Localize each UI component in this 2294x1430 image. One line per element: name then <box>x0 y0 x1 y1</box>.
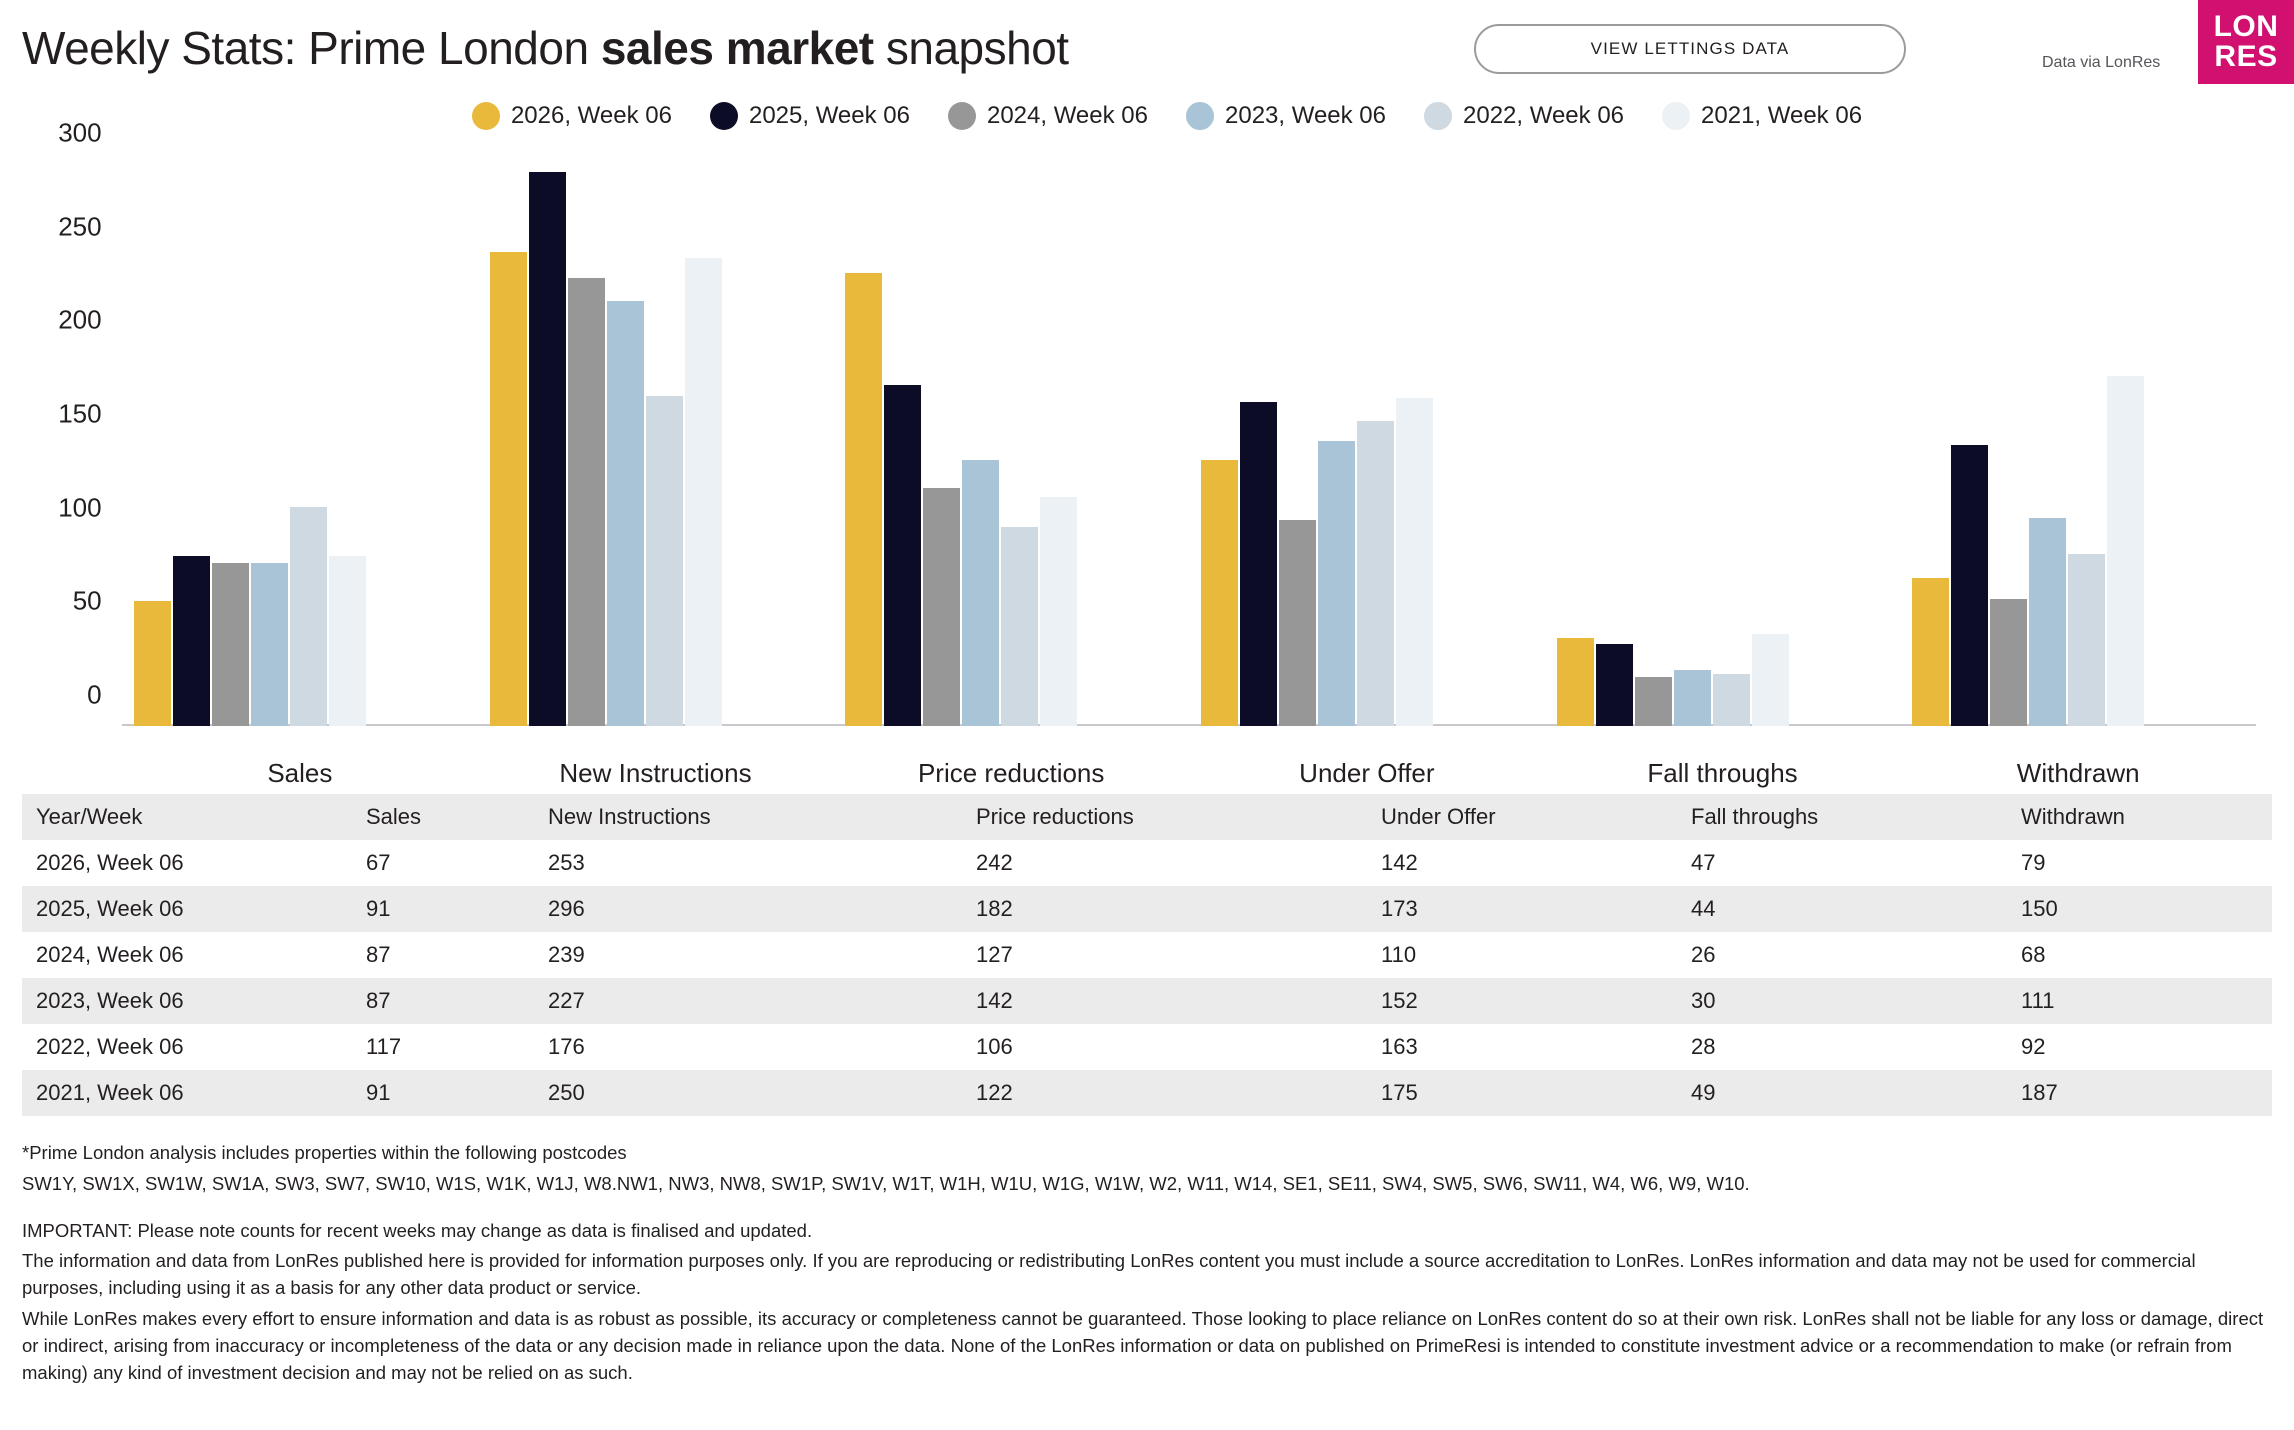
table-cell: 87 <box>352 978 534 1024</box>
chart-bar[interactable] <box>212 563 249 726</box>
table-column-header: Sales <box>352 794 534 840</box>
stats-table-body <box>22 840 2272 1116</box>
y-axis-tick-label: 100 <box>58 492 102 523</box>
table-cell: 2024, Week 06 <box>22 932 352 978</box>
chart-bar[interactable] <box>646 396 683 726</box>
y-axis-tick-label: 250 <box>58 211 102 242</box>
chart-bar[interactable] <box>1240 402 1277 726</box>
legend-swatch-icon <box>472 102 500 130</box>
chart-bar[interactable] <box>1674 670 1711 726</box>
table-cell: 122 <box>962 1070 1367 1116</box>
table-cell: 253 <box>534 840 962 886</box>
chart-bar[interactable] <box>845 273 882 726</box>
chart-bar[interactable] <box>1596 644 1633 726</box>
chart-bar[interactable] <box>1713 674 1750 726</box>
table-cell: 26 <box>1677 932 2007 978</box>
table-column-header: Under Offer <box>1367 794 1677 840</box>
page-title-emphasis: sales market <box>600 22 874 74</box>
table-cell: 187 <box>2007 1070 2272 1116</box>
chart-group <box>833 164 1189 788</box>
chart-bar[interactable] <box>1396 398 1433 726</box>
chart-bar[interactable] <box>490 252 527 726</box>
table-row <box>22 840 2272 886</box>
chart-bar[interactable] <box>1357 421 1394 726</box>
footnote-postcodes-heading: *Prime London analysis includes properties within the following postcodes <box>22 1142 627 1163</box>
chart-bar[interactable] <box>1279 520 1316 726</box>
chart-bar[interactable] <box>290 507 327 726</box>
y-axis-tick-label: 300 <box>58 117 102 148</box>
table-cell: 163 <box>1367 1024 1677 1070</box>
footnote-usage: The information and data from LonRes published here is provided for information purposes only. If you are reproducing or redistributing LonRes content you must include a source accreditation to LonRes. LonRes information and data may not be used for commercial purposes, including using it as a basis for any other data product or service. <box>22 1250 2196 1299</box>
chart-group <box>1189 164 1545 788</box>
table-cell: 28 <box>1677 1024 2007 1070</box>
legend-label: 2025, Week 06 <box>748 102 910 129</box>
table-cell: 44 <box>1677 886 2007 932</box>
table-cell: 142 <box>962 978 1367 1024</box>
chart-bar[interactable] <box>329 556 366 726</box>
chart-bar[interactable] <box>685 258 722 726</box>
table-row <box>22 978 2272 1024</box>
table-column-header: New Instructions <box>534 794 962 840</box>
view-lettings-data-button[interactable]: VIEW LETTINGS DATA <box>1474 24 1906 74</box>
table-cell: 176 <box>534 1024 962 1070</box>
table-cell: 127 <box>962 932 1367 978</box>
legend-label: 2022, Week 06 <box>1463 102 1625 129</box>
legend-swatch-icon <box>1662 102 1690 130</box>
table-cell: 2021, Week 06 <box>22 1070 352 1116</box>
lonres-logo-line1: LON <box>2213 10 2279 43</box>
table-cell: 87 <box>352 932 534 978</box>
x-axis-category-label: Under Offer <box>1299 758 1435 788</box>
data-source-label: Data via LonRes <box>2042 54 2161 71</box>
legend-swatch-icon <box>948 102 976 130</box>
legend-item[interactable] <box>472 102 672 130</box>
chart-bar[interactable] <box>1752 634 1789 726</box>
table-cell: 150 <box>2007 886 2272 932</box>
chart-bar[interactable] <box>1912 578 1949 726</box>
table-cell: 30 <box>1677 978 2007 1024</box>
page-title <box>22 21 1069 75</box>
table-column-header: Price reductions <box>962 794 1367 840</box>
table-cell: 2025, Week 06 <box>22 886 352 932</box>
table-row <box>22 886 2272 932</box>
chart-bar[interactable] <box>962 460 999 726</box>
chart-bar[interactable] <box>607 301 644 726</box>
table-cell: 91 <box>352 1070 534 1116</box>
chart-bar[interactable] <box>1557 638 1594 726</box>
chart-bar[interactable] <box>568 278 605 726</box>
footnote-postcodes-list: SW1Y, SW1X, SW1W, SW1A, SW3, SW7, SW10, W1S, W1K, W1J, W8.NW1, NW3, NW8, SW1P, SW1V, W1T, W1H, W1U, W1G, W1W, W2, W11, W14, SE1, SE11, SW4, SW5, SW6, SW11, W4, W6, W9, W10. <box>22 1172 1750 1194</box>
chart-bar[interactable] <box>1318 441 1355 726</box>
legend-swatch-icon <box>710 102 738 130</box>
legend-swatch-icon <box>1186 102 1214 130</box>
x-axis-category-label: Price reductions <box>917 758 1105 788</box>
chart-plot-area <box>58 117 2256 788</box>
table-cell: 110 <box>1367 932 1677 978</box>
chart-bar[interactable] <box>1040 497 1077 726</box>
table-row <box>22 1070 2272 1116</box>
table-cell: 152 <box>1367 978 1677 1024</box>
table-row <box>22 1024 2272 1070</box>
legend-item[interactable] <box>710 102 910 130</box>
legend-swatch-icon <box>1424 102 1452 130</box>
table-cell: 67 <box>352 840 534 886</box>
bar-chart <box>22 117 2272 790</box>
chart-bar[interactable] <box>1635 677 1672 726</box>
table-column-header: Withdrawn <box>2007 794 2272 840</box>
table-column-header: Year/Week <box>22 794 352 840</box>
x-axis-category-label: Withdrawn <box>2016 758 2140 788</box>
x-axis-category-label: Sales <box>267 758 333 788</box>
footnotes <box>22 1140 2272 1387</box>
page-header <box>22 0 2279 96</box>
x-axis-category-label: New Instructions <box>559 758 752 788</box>
legend-label: 2021, Week 06 <box>1701 102 1863 129</box>
legend-item[interactable] <box>1662 102 1862 130</box>
chart-bar[interactable] <box>884 385 921 726</box>
page-title-pre: Weekly Stats: Prime London <box>22 22 601 74</box>
table-row <box>22 932 2272 978</box>
chart-group <box>1545 164 1901 788</box>
table-cell: 106 <box>962 1024 1367 1070</box>
table-cell: 182 <box>962 886 1367 932</box>
table-column-header: Fall throughs <box>1677 794 2007 840</box>
chart-bar[interactable] <box>251 563 288 726</box>
y-axis-tick-label: 200 <box>58 304 102 335</box>
table-cell: 79 <box>2007 840 2272 886</box>
footnote-disclaimer: While LonRes makes every effort to ensure information and data is as robust as possible, its accuracy or completeness cannot be guaranteed. Those looking to place reliance on LonRes content do so at their own risk. LonRes shall not be liable for any loss or damage, direct or indirect, arising from inaccuracy or incompleteness of the data or any decision made in reliance upon the data. None of the LonRes information or data on published on PrimeResi is intended to constitute investment advice or a recommendation to make (or refrain from making) any kind of investment decision and may not be relied on as such. <box>22 1308 2264 1383</box>
chart-bar[interactable] <box>134 601 171 727</box>
chart-group <box>122 164 478 788</box>
chart-bar[interactable] <box>1951 445 1988 726</box>
lonres-logo <box>2198 0 2294 84</box>
table-cell: 92 <box>2007 1024 2272 1070</box>
table-cell: 227 <box>534 978 962 1024</box>
table-cell: 239 <box>534 932 962 978</box>
stats-table <box>22 794 2272 1116</box>
chart-bar[interactable] <box>2107 376 2144 726</box>
legend-item[interactable] <box>1424 102 1624 130</box>
page-title-post: snapshot <box>873 22 1069 74</box>
table-cell: 250 <box>534 1070 962 1116</box>
table-cell: 2022, Week 06 <box>22 1024 352 1070</box>
chart-bar[interactable] <box>1201 460 1238 726</box>
chart-bar[interactable] <box>529 172 566 727</box>
table-cell: 2023, Week 06 <box>22 978 352 1024</box>
legend-label: 2023, Week 06 <box>1225 102 1387 129</box>
table-cell: 296 <box>534 886 962 932</box>
chart-group <box>478 164 834 788</box>
footnote-important: IMPORTANT: Please note counts for recent weeks may change as data is finalised and updated. <box>22 1219 813 1241</box>
y-axis-tick-label: 0 <box>87 679 102 710</box>
stats-table-head <box>22 794 2272 840</box>
table-cell: 91 <box>352 886 534 932</box>
legend-item[interactable] <box>948 102 1148 130</box>
chart-bar-groups <box>122 164 2256 788</box>
chart-group <box>1900 164 2256 788</box>
x-axis-category-label: Fall throughs <box>1647 758 1798 788</box>
chart-bar[interactable] <box>1990 599 2027 726</box>
y-axis-tick-label: 150 <box>58 398 102 429</box>
table-cell: 242 <box>962 840 1367 886</box>
table-cell: 49 <box>1677 1070 2007 1116</box>
table-cell: 142 <box>1367 840 1677 886</box>
table-cell: 173 <box>1367 886 1677 932</box>
chart-bar[interactable] <box>2029 518 2066 726</box>
table-header-row <box>22 794 2272 840</box>
y-axis-tick-label: 50 <box>72 585 102 616</box>
table-cell: 175 <box>1367 1070 1677 1116</box>
chart-bar[interactable] <box>1001 527 1038 726</box>
table-cell: 2026, Week 06 <box>22 840 352 886</box>
legend-item[interactable] <box>1186 102 1386 130</box>
legend-label: 2024, Week 06 <box>986 102 1148 129</box>
table-cell: 117 <box>352 1024 534 1070</box>
lonres-logo-line2: RES <box>2214 40 2278 73</box>
table-cell: 111 <box>2007 978 2272 1024</box>
chart-bar[interactable] <box>2068 554 2105 726</box>
chart-legend <box>22 102 2272 130</box>
legend-label: 2026, Week 06 <box>510 102 672 129</box>
chart-bar[interactable] <box>923 488 960 726</box>
chart-bar[interactable] <box>173 556 210 726</box>
table-cell: 68 <box>2007 932 2272 978</box>
table-cell: 47 <box>1677 840 2007 886</box>
